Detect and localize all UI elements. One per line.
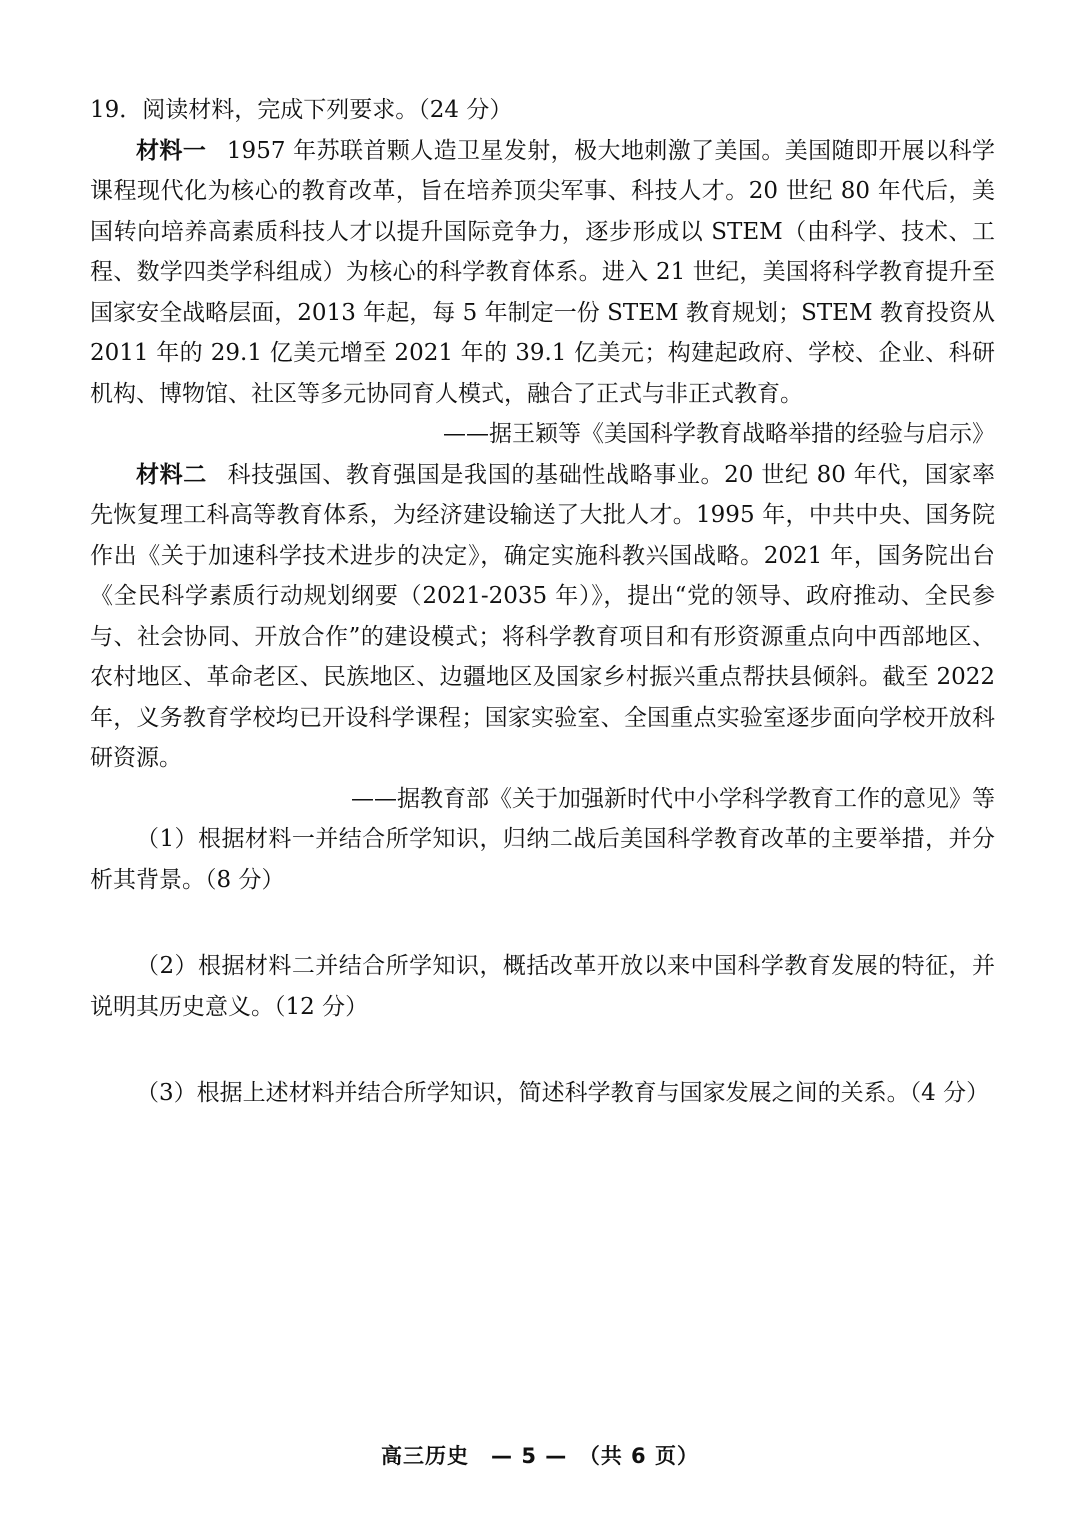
material-two-label: 材料二 <box>136 461 207 488</box>
material-two-text: 科技强国、教育强国是我国的基础性战略事业。20 世纪 80 年代，国家率先恢复理工科高等教育体系，为经济建设输送了大批人才。1995 年，中共中央、国务院作出《关于加速科学技术进步的决定》，确定实施科教兴国战略。2021 年，国务院出台《全民科学素质行动规划纲要（2021-2035 年）》，提出“党的领导、政府推动、全民参与、社会协同、开放合作”的建设模式；将科学教育项目和有形资源重点向中西部地区、农村地区、革命老区、民族地区、边疆地区及国家乡村振兴重点帮扶县倾斜。截至 2022 年，义务教育学校均已开设科学课程；国家实验室、全国重点实验室逐步面向学校开放科研资源。 <box>90 461 996 771</box>
material-two-source: ——据教育部《关于加强新时代中小学科学教育工作的意见》等 <box>351 785 995 812</box>
exam-page-content <box>90 90 995 1114</box>
page-footer: 高三历史 — 5 — （共 6 页） <box>381 1444 699 1468</box>
question-title: 19．阅读材料，完成下列要求。（24 分） <box>90 97 513 123</box>
answer-space <box>90 900 995 946</box>
sub-question-2: （2）根据材料二并结合所学知识，概括改革开放以来中国科学教育发展的特征，并说明其历史意义。（12 分） <box>90 953 995 1020</box>
sub-question-1: （1）根据材料一并结合所学知识，归纳二战后美国科学教育改革的主要举措，并分析其背景。（8 分） <box>90 826 995 893</box>
answer-space <box>90 1027 995 1073</box>
material-one-text: 1957 年苏联首颗人造卫星发射，极大地刺激了美国。美国随即开展以科学课程现代化为核心的教育改革，旨在培养顶尖军事、科技人才。20 世纪 80 年代后，美国转向培养高素质科技人才以提升国际竞争力，逐步形成以 STEM（由科学、技术、工程、数学四类学科组成）为核心的科学教育体系。进入 21 世纪，美国将科学教育提升至国家安全战略层面，2013 年起，每 5 年制定一份 STEM 教育规划；STEM 教育投资从 2011 年的 29.1 亿美元增至 2021 年的 39.1 亿美元；构建起政府、学校、企业、科研机构、博物馆、社区等多元协同育人模式，融合了正式与非正式教育。 <box>90 137 995 407</box>
material-one-label: 材料一 <box>136 137 207 164</box>
material-one-paragraph <box>90 131 995 415</box>
material-two-paragraph <box>90 455 995 779</box>
sub-question-3: （3）根据上述材料并结合所学知识，简述科学教育与国家发展之间的关系。（4 分） <box>136 1080 990 1106</box>
material-one-source: ——据王颖等《美国科学教育战略举措的经验与启示》 <box>443 421 995 447</box>
